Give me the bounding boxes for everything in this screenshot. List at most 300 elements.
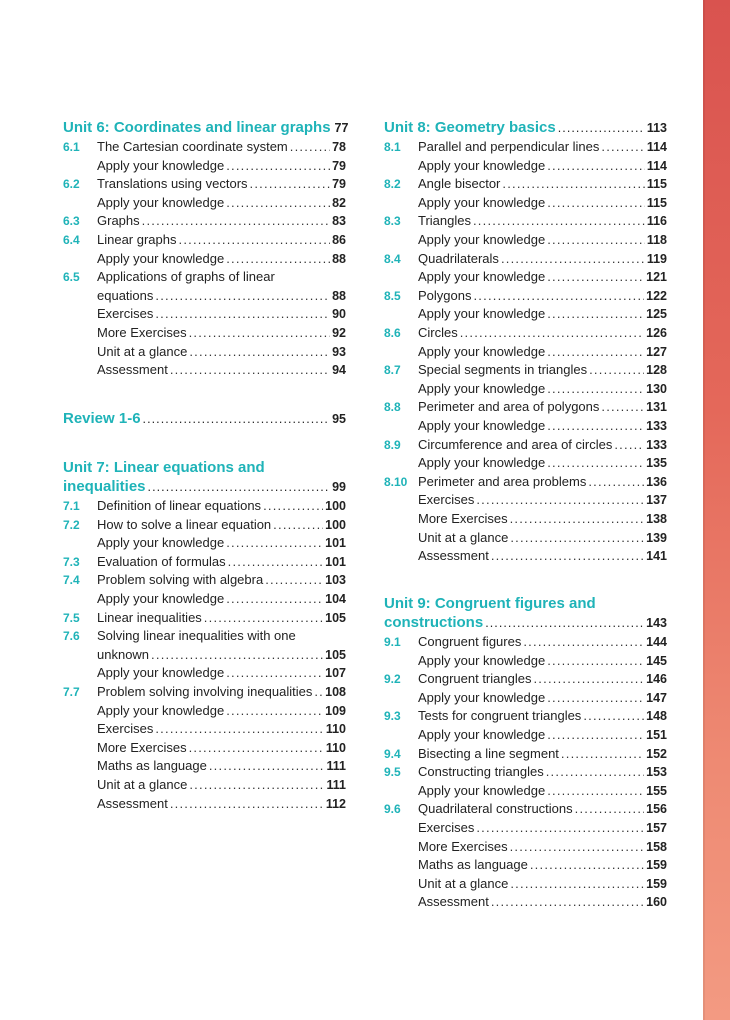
leader-dots (226, 534, 323, 553)
section-number: 9.3 (384, 709, 401, 724)
entry-page-number: 103 (325, 573, 346, 588)
leader-dots (547, 726, 644, 745)
toc-entry[interactable] (63, 231, 346, 250)
toc-entry[interactable] (63, 157, 346, 176)
leader-dots (250, 175, 331, 194)
toc-entry[interactable] (63, 702, 346, 721)
entry-title: Unit at a glance (97, 777, 188, 792)
entry-page-number: 79 (332, 177, 346, 192)
leader-dots (148, 478, 331, 497)
entry-title: Perimeter and area of polygons (418, 399, 600, 415)
entry-title: Angle bisector (418, 176, 501, 192)
toc-entry[interactable] (63, 757, 346, 776)
entry-page-number: 133 (646, 419, 667, 433)
leader-dots (588, 473, 644, 492)
entry-title: More Exercises (418, 511, 508, 526)
entry-title: Circles (418, 325, 458, 340)
leader-dots (189, 324, 331, 343)
toc-entry[interactable] (384, 324, 667, 343)
entry-page-number: 144 (646, 635, 667, 649)
toc-entry[interactable] (63, 497, 346, 516)
entry-page-number: 114 (646, 140, 667, 154)
toc-entry[interactable] (384, 398, 667, 417)
leader-dots (142, 212, 330, 231)
entry-title: Quadrilateral constructions (418, 801, 573, 817)
unit-7-heading[interactable] (63, 459, 346, 496)
toc-entry[interactable] (384, 529, 667, 548)
entry-title: Apply your knowledge (418, 306, 546, 322)
toc-entry[interactable] (63, 268, 346, 287)
leader-dots (547, 417, 644, 436)
leader-dots (547, 231, 645, 250)
entry-title: Congruent figures (418, 634, 522, 649)
leader-dots (547, 305, 644, 324)
toc-entry[interactable] (384, 454, 667, 473)
leader-dots (523, 633, 644, 652)
entry-title: Unit at a glance (97, 343, 188, 359)
leader-dots (510, 529, 644, 548)
leader-dots (546, 763, 644, 782)
toc-entry[interactable] (63, 627, 346, 646)
entry-title: Linear graphs (97, 232, 177, 247)
entry-page-number: 145 (646, 653, 667, 668)
toc-entry[interactable] (384, 175, 667, 194)
toc-entry[interactable] (63, 138, 346, 157)
section-number: 9.1 (384, 635, 401, 649)
entry-title: Assessment (97, 362, 168, 378)
entry-title: Constructing triangles (418, 764, 544, 780)
unit-9-title-line1: Unit 9: Congruent figures and (384, 595, 596, 612)
leader-dots (547, 343, 644, 362)
entry-page-number: 115 (646, 195, 667, 210)
toc-entry[interactable] (384, 380, 667, 399)
entry-page-number: 115 (646, 177, 667, 192)
leader-dots (204, 609, 323, 628)
toc-entry[interactable] (384, 212, 667, 231)
leader-dots (558, 119, 645, 138)
entry-title: How to solve a linear equation (97, 516, 272, 532)
toc-entry[interactable] (384, 250, 667, 269)
leader-dots (170, 795, 324, 814)
leader-dots (155, 287, 330, 306)
leader-dots (491, 547, 644, 566)
entry-page-number: 101 (325, 536, 346, 551)
unit-9-title-line2: constructions (384, 613, 484, 631)
entry-title: Linear inequalities (97, 609, 202, 625)
entry-page-number: 101 (325, 554, 346, 569)
entry-page-number: 86 (332, 233, 346, 247)
section-number: 7.2 (63, 517, 80, 532)
toc-entry[interactable] (63, 795, 346, 814)
leader-dots (189, 776, 324, 795)
entry-title: Exercises (418, 492, 475, 508)
entry-title: Assessment (418, 894, 489, 910)
leader-dots (501, 250, 645, 269)
toc-entry[interactable] (384, 782, 667, 801)
toc-entry[interactable] (63, 287, 346, 306)
leader-dots (589, 361, 644, 380)
entry-title: unknown (97, 646, 150, 662)
entry-title: Circumference and area of circles (418, 436, 613, 452)
entry-title: Assessment (97, 795, 168, 811)
entry-title: Apply your knowledge (418, 380, 546, 396)
entry-title: Polygons (418, 287, 472, 303)
unit-6-heading[interactable] (63, 119, 349, 138)
toc-entry[interactable] (384, 745, 667, 764)
entry-title: Assessment (418, 548, 489, 564)
section-number: 9.4 (384, 746, 401, 761)
toc-entry[interactable] (384, 473, 667, 492)
entry-page-number: 130 (646, 381, 667, 396)
leader-dots (601, 138, 644, 157)
entry-page-number: 147 (646, 690, 667, 705)
unit-7-title-line1: Unit 7: Linear equations and (63, 459, 265, 476)
leader-dots (155, 305, 330, 324)
leader-dots (170, 361, 330, 380)
entry-title: Applications of graphs of linear (97, 269, 275, 285)
leader-dots (530, 856, 644, 875)
entry-title: Problem solving involving inequalities (97, 684, 313, 699)
entry-page-number: 141 (646, 549, 667, 564)
entry-page-number: 159 (646, 858, 667, 873)
entry-title: More Exercises (97, 739, 187, 755)
entry-page-number: 159 (646, 876, 667, 891)
toc-entry[interactable] (63, 516, 346, 535)
entry-page-number: 155 (646, 783, 667, 798)
review-heading[interactable] (63, 410, 346, 429)
review-page: 95 (332, 412, 346, 426)
section-number: 6.1 (63, 140, 80, 154)
entry-title: Graphs (97, 213, 140, 229)
entry-title: equations (97, 287, 154, 303)
toc-entry[interactable] (63, 250, 346, 269)
leader-dots (226, 157, 330, 176)
entry-title: Triangles (418, 213, 471, 229)
toc-entry[interactable] (384, 343, 667, 362)
leader-dots (226, 664, 323, 683)
entry-title: The Cartesian coordinate system (97, 139, 288, 154)
entry-page-number: 131 (646, 400, 667, 415)
entry-title: Apply your knowledge (97, 194, 225, 210)
leader-dots (143, 410, 331, 429)
entry-page-number: 92 (332, 326, 346, 340)
leader-dots (547, 194, 645, 213)
entry-page-number: 133 (646, 437, 667, 452)
entry-title: Apply your knowledge (418, 157, 546, 173)
leader-dots (510, 838, 645, 857)
entry-page-number: 137 (646, 493, 667, 508)
leader-dots (151, 646, 323, 665)
entry-page-number: 157 (646, 821, 667, 835)
toc-entry[interactable] (63, 646, 346, 665)
entry-page-number: 156 (646, 802, 667, 817)
entry-page-number: 105 (325, 647, 346, 662)
leader-dots (476, 491, 644, 510)
toc-entry[interactable] (63, 361, 346, 380)
leader-dots (314, 683, 323, 702)
toc-entry[interactable] (384, 893, 667, 912)
toc-entry[interactable] (63, 571, 346, 590)
leader-dots (547, 157, 645, 176)
toc-entry[interactable] (384, 305, 667, 324)
entry-title: Apply your knowledge (418, 689, 546, 705)
entry-page-number: 148 (646, 709, 667, 724)
toc-entry[interactable] (63, 609, 346, 628)
section-number: 6.2 (63, 177, 80, 192)
entry-page-number: 146 (646, 672, 667, 687)
entry-page-number: 160 (646, 895, 667, 910)
toc-entry[interactable] (384, 652, 667, 671)
entry-title: Exercises (418, 820, 475, 835)
entry-page-number: 116 (646, 214, 667, 229)
unit-8-title: Unit 8: Geometry basics (384, 119, 556, 136)
leader-dots (209, 757, 325, 776)
entry-title: Apply your knowledge (97, 250, 225, 266)
toc-entry[interactable] (63, 212, 346, 231)
entry-title: Definition of linear equations (97, 498, 262, 513)
leader-dots (263, 497, 323, 516)
section-number: 8.9 (384, 437, 401, 452)
entry-title: Apply your knowledge (418, 727, 546, 742)
entry-page-number: 78 (332, 140, 346, 154)
section-number: 8.3 (384, 214, 401, 229)
section-number: 7.4 (63, 573, 80, 588)
toc-entry[interactable] (63, 683, 346, 702)
entry-title: Special segments in triangles (418, 362, 588, 378)
leader-dots (189, 343, 330, 362)
entry-title: Exercises (97, 721, 154, 737)
leader-dots (547, 380, 644, 399)
toc-entry[interactable] (384, 231, 667, 250)
toc-entry[interactable] (384, 491, 667, 510)
section-number: 7.3 (63, 554, 80, 569)
toc-entry[interactable] (384, 763, 667, 782)
section-number: 7.5 (63, 610, 80, 625)
toc-entry[interactable] (384, 436, 667, 455)
leader-dots (510, 510, 645, 529)
entry-title: Apply your knowledge (97, 535, 225, 551)
entry-page-number: 108 (325, 685, 346, 699)
leader-dots (575, 800, 645, 819)
entry-title: Problem solving with algebra (97, 572, 264, 588)
entry-page-number: 100 (325, 517, 346, 532)
page-edge-decoration (703, 0, 730, 1020)
entry-title: Apply your knowledge (418, 343, 546, 359)
entry-title: Bisecting a line segment (418, 745, 559, 761)
entry-page-number: 153 (646, 765, 667, 780)
entry-title: More Exercises (418, 838, 508, 854)
section-number: 8.8 (384, 400, 401, 415)
leader-dots (547, 268, 644, 287)
unit-9-page: 143 (646, 615, 667, 630)
leader-dots (547, 689, 644, 708)
unit-6-page: 77 (334, 121, 349, 135)
entry-page-number: 88 (332, 251, 346, 266)
toc-entry[interactable] (384, 157, 667, 176)
entry-page-number: 79 (332, 158, 346, 173)
entry-page-number: 93 (332, 344, 346, 359)
section-number: 7.6 (63, 629, 80, 644)
toc-entry[interactable] (63, 194, 346, 213)
entry-page-number: 111 (326, 778, 346, 792)
toc-entry[interactable] (384, 287, 667, 306)
entry-title: Parallel and perpendicular lines (418, 139, 600, 154)
entry-title: Apply your knowledge (418, 194, 546, 210)
entry-page-number: 118 (646, 233, 667, 247)
toc-entry[interactable] (384, 361, 667, 380)
entry-title: Unit at a glance (418, 875, 509, 891)
unit-8-page: 113 (646, 121, 667, 135)
section-number: 9.5 (384, 765, 401, 780)
entry-title: Unit at a glance (418, 529, 509, 545)
leader-dots (273, 516, 323, 535)
entry-title: Apply your knowledge (418, 269, 546, 285)
entry-title: Apply your knowledge (97, 702, 225, 718)
toc-entry[interactable] (63, 664, 346, 683)
leader-dots (226, 702, 323, 721)
section-number: 9.2 (384, 672, 401, 687)
entry-title: Translations using vectors (97, 176, 248, 192)
entry-title: Apply your knowledge (97, 665, 225, 681)
entry-page-number: 158 (646, 839, 667, 854)
entry-page-number: 104 (325, 592, 346, 606)
section-number: 6.5 (63, 270, 80, 285)
entry-page-number: 114 (646, 158, 667, 173)
entry-page-number: 94 (332, 363, 346, 378)
leader-dots (491, 893, 644, 912)
toc-entry[interactable] (384, 417, 667, 436)
toc-entry[interactable] (63, 739, 346, 758)
entry-title: Congruent triangles (418, 671, 532, 687)
toc-entry[interactable] (384, 838, 667, 857)
toc-entry[interactable] (384, 670, 667, 689)
section-number: 8.5 (384, 288, 401, 303)
leader-dots (614, 436, 644, 455)
toc-entry[interactable] (63, 534, 346, 553)
leader-dots (265, 571, 323, 590)
unit-7-title-line2: inequalities (63, 477, 146, 495)
entry-title: Tests for congruent triangles (418, 708, 582, 724)
toc-entry[interactable] (384, 707, 667, 726)
entry-page-number: 135 (646, 456, 667, 471)
toc-entry[interactable] (384, 689, 667, 708)
toc-entry[interactable] (384, 194, 667, 213)
section-number: 8.7 (384, 363, 401, 378)
entry-title: Exercises (97, 306, 154, 322)
entry-title: Apply your knowledge (418, 232, 546, 247)
toc-entry[interactable] (63, 305, 346, 324)
toc-entry[interactable] (384, 856, 667, 875)
entry-page-number: 152 (646, 746, 667, 761)
leader-dots (533, 670, 644, 689)
leader-dots (547, 782, 644, 801)
leader-dots (583, 707, 644, 726)
section-number: 8.4 (384, 251, 401, 266)
leader-dots (473, 287, 644, 306)
entry-page-number: 128 (646, 363, 667, 378)
leader-dots (155, 720, 323, 739)
entry-page-number: 88 (332, 288, 346, 303)
leader-dots (226, 194, 330, 213)
leader-dots (561, 745, 644, 764)
section-number: 8.10 (384, 474, 408, 489)
toc-entry[interactable] (384, 138, 667, 157)
leader-dots (547, 454, 644, 473)
toc-entry[interactable] (384, 875, 667, 894)
entry-title: Apply your knowledge (418, 455, 546, 471)
entry-title: Maths as language (418, 857, 528, 873)
entry-title: Quadrilaterals (418, 250, 499, 266)
entry-page-number: 139 (646, 530, 667, 545)
toc-entry[interactable] (384, 819, 667, 838)
toc-entry[interactable] (384, 268, 667, 287)
entry-page-number: 82 (332, 195, 346, 210)
unit-9-heading[interactable] (384, 595, 667, 632)
review-title: Review 1-6 (63, 410, 141, 427)
toc-entry[interactable] (384, 510, 667, 529)
leader-dots (473, 212, 645, 231)
section-number: 8.6 (384, 326, 401, 340)
entry-title: Apply your knowledge (418, 782, 546, 798)
toc-entry[interactable] (63, 175, 346, 194)
leader-dots (228, 553, 324, 572)
unit-8-heading[interactable] (384, 119, 667, 138)
entry-title: More Exercises (97, 325, 187, 340)
entry-page-number: 136 (646, 474, 667, 489)
toc-entry[interactable] (384, 633, 667, 652)
entry-page-number: 112 (325, 796, 346, 811)
entry-page-number: 122 (646, 288, 667, 303)
leader-dots (601, 398, 644, 417)
section-number: 6.4 (63, 233, 80, 247)
toc-entry[interactable] (63, 720, 346, 739)
entry-title: Maths as language (97, 758, 207, 774)
toc-entry[interactable] (63, 343, 346, 362)
entry-title: Solving linear inequalities with one (97, 628, 296, 644)
entry-page-number: 138 (646, 512, 667, 526)
leader-dots (226, 250, 330, 269)
entry-page-number: 105 (325, 610, 346, 625)
toc-entry[interactable] (384, 547, 667, 566)
entry-page-number: 83 (332, 214, 346, 229)
unit-7-page: 99 (332, 479, 346, 494)
entry-page-number: 110 (325, 722, 346, 737)
entry-page-number: 107 (325, 666, 346, 681)
entry-page-number: 100 (325, 499, 346, 513)
section-number: 8.1 (384, 140, 401, 154)
entry-page-number: 110 (325, 740, 346, 755)
entry-title: Apply your knowledge (418, 418, 546, 433)
toc-entry[interactable] (63, 776, 346, 795)
leader-dots (226, 590, 323, 609)
toc-entry[interactable] (63, 324, 346, 343)
entry-title: Perimeter and area problems (418, 473, 587, 489)
section-number: 8.2 (384, 177, 401, 192)
entry-page-number: 111 (326, 759, 346, 774)
entry-title: Evaluation of formulas (97, 553, 226, 569)
leader-dots (179, 231, 331, 250)
section-number: 7.1 (63, 499, 80, 513)
toc-entry[interactable] (384, 726, 667, 745)
toc-entry[interactable] (63, 553, 346, 572)
toc-entry[interactable] (63, 590, 346, 609)
unit-6-title: Unit 6: Coordinates and linear graphs (63, 119, 331, 136)
entry-page-number: 121 (646, 270, 667, 285)
entry-page-number: 125 (646, 307, 667, 322)
toc-entry[interactable] (384, 800, 667, 819)
entry-title: Apply your knowledge (97, 157, 225, 173)
leader-dots (290, 138, 330, 157)
